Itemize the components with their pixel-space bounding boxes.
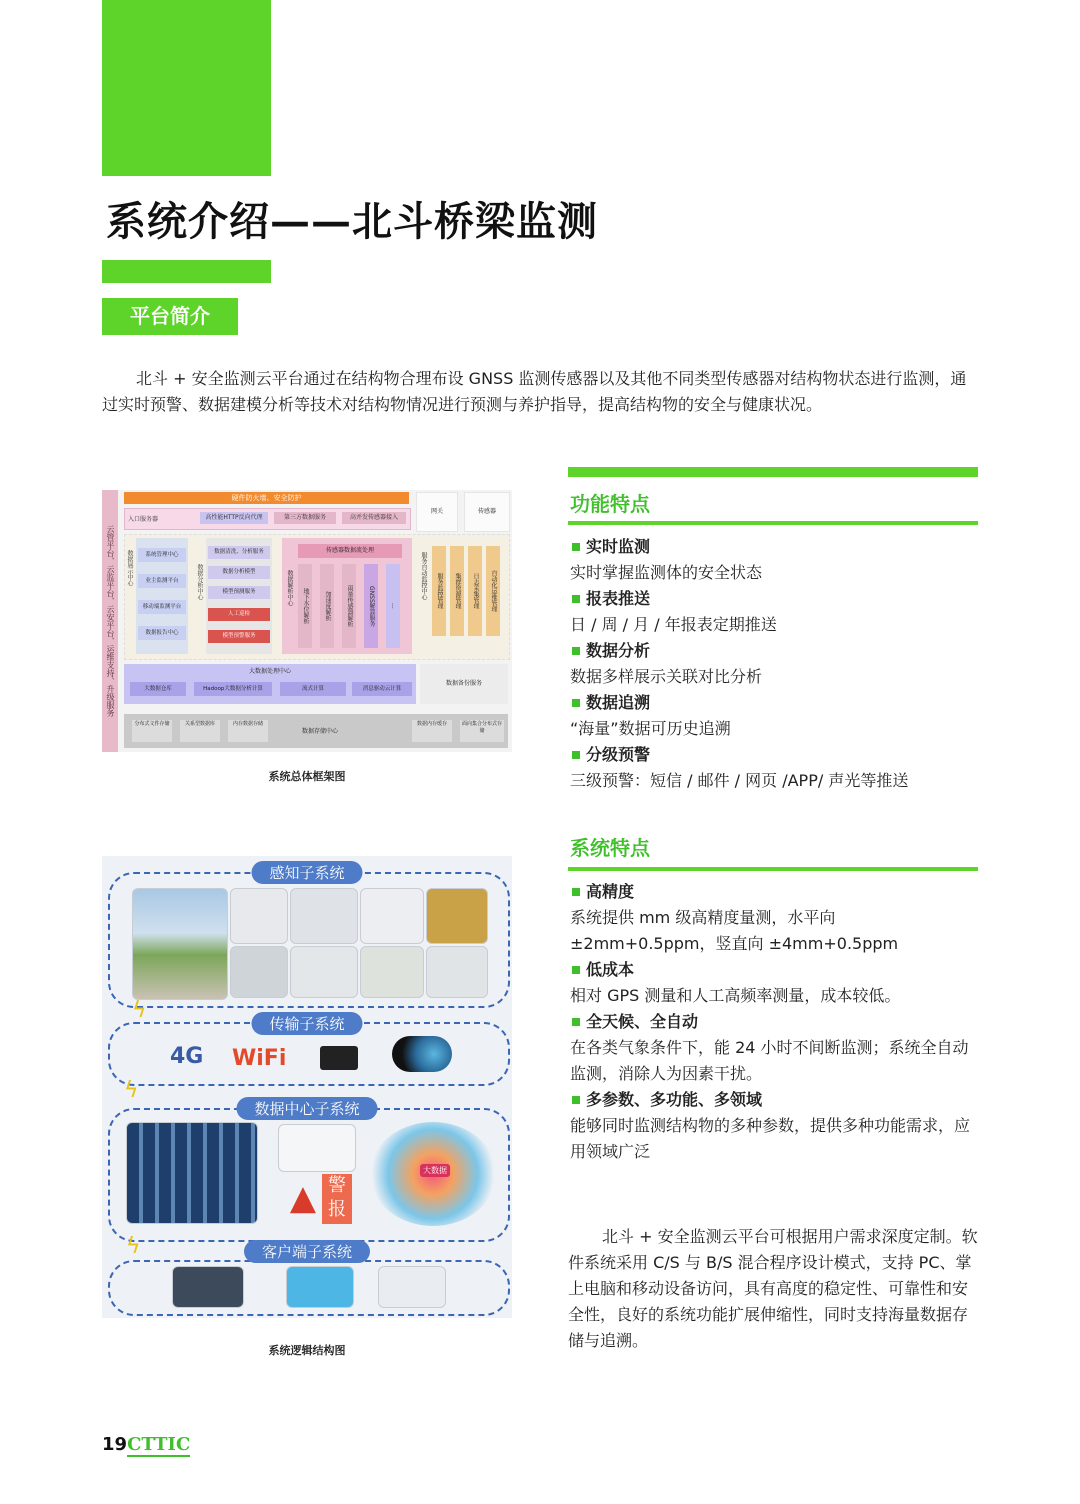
outro-paragraph <box>568 1224 983 1354</box>
fig1-col-c-item: ... <box>386 564 400 648</box>
system-title: 多参数、多功能、多领域 <box>586 1090 763 1109</box>
bigdata-tag: 大数据 <box>420 1164 450 1177</box>
page-title: 系统介绍——北斗桥梁监测 <box>106 198 598 245</box>
transmission-subsystem-label: 传输子系统 <box>251 1012 362 1035</box>
feature-desc: 三级预警：短信 / 邮件 / 网页 /APP/ 声光等推送 <box>570 771 909 790</box>
fig1-sensor: 传感器 <box>464 492 510 532</box>
intro-paragraph <box>102 366 982 418</box>
bullet-square-icon <box>572 966 580 974</box>
lightning-icon: ϟ <box>126 1234 141 1259</box>
fig1-storage-item: 面向集合分布式存储 <box>460 720 504 742</box>
intro-text: 北斗 + 安全监测云平台通过在结构物合理布设 GNSS 监测传感器以及其他不同类型传感器对结构物状态进行监测，通过实时预警、数据建模分析等技术对结构物情况进行预测与养护指导，提高结构物的安全与健康状况。 <box>102 369 967 414</box>
page-number: 19 <box>102 1434 128 1455</box>
bullet-square-icon <box>572 595 580 603</box>
fig1-row1-item: 入口服务器 <box>128 516 159 523</box>
feature-item <box>570 586 990 638</box>
fig1-col-d-item: 自动化运维管理 <box>486 546 500 636</box>
page-footer <box>102 1434 190 1455</box>
gnss-receiver-photo <box>426 888 488 944</box>
system-divider <box>568 867 978 871</box>
fig1-bigdata-item: 大数据仓库 <box>130 682 186 696</box>
feature-title: 数据追溯 <box>586 693 651 712</box>
mobile-devices-photo <box>378 1266 446 1308</box>
feature-title: 实时监测 <box>586 537 651 556</box>
features-top-bar <box>568 467 978 477</box>
fig1-storage-item: 数据内存缓存 <box>412 720 452 742</box>
fig1-col-c-item: GNSS解算服务 <box>364 564 378 648</box>
figure1-caption: 系统总体框架图 <box>268 770 346 783</box>
router-icon <box>320 1046 358 1070</box>
feature-item <box>570 534 990 586</box>
system-item <box>570 1009 980 1087</box>
sensing-subsystem-label: 感知子系统 <box>251 861 362 884</box>
system-title: 高精度 <box>586 882 635 901</box>
feature-title: 报表推送 <box>586 589 651 608</box>
fig1-col-b-item: 数据清洗、分析服务 <box>208 546 270 559</box>
lightning-icon: ϟ <box>124 1078 139 1103</box>
feature-item <box>570 742 990 794</box>
fig1-bigdata-item: 流式计算 <box>280 682 346 696</box>
feature-desc: 数据多样展示关联对比分析 <box>570 667 763 686</box>
fig1-gateway: 网关 <box>416 492 458 532</box>
features-divider <box>568 521 978 525</box>
client-subsystem-label: 客户端子系统 <box>244 1240 370 1263</box>
system-title: 低成本 <box>586 960 635 979</box>
control-room-photo <box>172 1266 244 1308</box>
fig1-col-a-item: 数据报告中心 <box>138 626 186 640</box>
feature-desc: 实时掌握监测体的安全状态 <box>570 563 763 582</box>
fig1-bigdata-item: 消息驱动云计算 <box>352 682 412 696</box>
alert-char: 警 <box>328 1175 346 1196</box>
system-heading: 系统特点 <box>570 836 650 860</box>
figure2-caption: 系统逻辑结构图 <box>268 1344 346 1357</box>
fig1-col-b-item: 模型预警服务 <box>208 630 270 643</box>
fig1-col-b-item: 人工巡检 <box>208 608 270 621</box>
fig1-row1-item: 第三方数据服务 <box>274 512 336 524</box>
fig1-col-a-item: 系统管理中心 <box>138 548 186 562</box>
bullet-square-icon <box>572 888 580 896</box>
fig1-top-banner: 硬件防火墙、安全防护 <box>124 492 409 504</box>
system-title: 全天候、全自动 <box>586 1012 699 1031</box>
fig1-col-d-item: 服务监控管理 <box>432 546 446 636</box>
probe-photo <box>290 946 358 998</box>
features-heading: 功能特点 <box>570 492 650 516</box>
fig1-side-label: 云管平台、云监平台、云安平台、运维支持、升级服务 <box>102 490 118 752</box>
bullet-square-icon <box>572 647 580 655</box>
system-desc: 相对 GPS 测量和人工高频率测量，成本较低。 <box>570 986 901 1005</box>
bullet-square-icon <box>572 1096 580 1104</box>
system-list <box>570 879 980 1165</box>
datacenter-subsystem-label: 数据中心子系统 <box>236 1097 377 1120</box>
fig1-col-c-item: 加速度解析 <box>320 564 334 648</box>
anemometer-photo <box>360 888 424 944</box>
system-desc: 在各类气象条件下，能 24 小时不间断监测；系统全自动监测，消除人为因素干扰。 <box>570 1038 969 1083</box>
cylinder-sensor-photo <box>426 946 488 998</box>
bullet-square-icon <box>572 1018 580 1026</box>
fig1-storage-title: 数据存储中心 <box>302 728 339 735</box>
brand-logo: CTTIC <box>127 1434 191 1455</box>
charts-dashboard-photo <box>278 1124 356 1172</box>
system-item <box>570 1087 980 1165</box>
fig1-storage-item: 内存数据存储 <box>228 720 268 742</box>
fig1-col-c-label: 数据解析中心 <box>286 570 293 606</box>
bullet-square-icon <box>572 699 580 707</box>
system-item <box>570 879 980 957</box>
bullet-square-icon <box>572 751 580 759</box>
solar-station-photo <box>132 888 228 1000</box>
fig1-col-a-label: 数据展示中心 <box>126 550 133 586</box>
rod-sensors-photo <box>360 946 424 998</box>
fig1-col-c-item: 地下水位解析 <box>298 564 312 648</box>
feature-item <box>570 638 990 690</box>
fig1-storage-item: 关系型数据库 <box>180 720 220 742</box>
lightning-icon: ϟ <box>132 998 147 1023</box>
feature-title: 分级预警 <box>586 745 651 764</box>
server-room-photo <box>126 1122 258 1224</box>
alert-box <box>322 1174 352 1224</box>
title-underline-bar <box>102 260 271 283</box>
fig1-col-a-item: 移动端监测平台 <box>138 600 186 614</box>
plate-sensor-photo <box>230 946 288 998</box>
desktop-monitor-photo <box>286 1266 354 1308</box>
fig1-col-c-title: 传感器数据流处理 <box>298 544 402 558</box>
architecture-diagram <box>102 490 512 752</box>
feature-title: 数据分析 <box>586 641 651 660</box>
logic-structure-diagram <box>102 856 512 1318</box>
4g-icon: 4G <box>170 1044 204 1069</box>
fig1-row1-item: 高并发传感器接入 <box>342 512 406 524</box>
feature-desc: “海量”数据可历史追溯 <box>570 719 731 738</box>
fig1-col-b-label: 数据分析中心 <box>196 564 203 600</box>
fig1-col-d-item: 日志采集管理 <box>468 546 482 636</box>
wifi-icon: WiFi <box>232 1046 287 1071</box>
camera-photo <box>230 888 288 944</box>
fig1-col-c-item: 雨量传感器解析 <box>342 564 356 648</box>
fig1-bigdata-title: 大数据处理中心 <box>248 668 291 675</box>
fig1-col-b-item: 数据分析模型 <box>208 566 270 579</box>
fig1-backup: 数据备份服务 <box>420 664 508 704</box>
fig1-col-a-item: 业主监测平台 <box>138 574 186 588</box>
fiber-cable-icon <box>392 1036 452 1072</box>
alert-char: 报 <box>328 1199 346 1220</box>
system-desc: 系统提供 mm 级高精度量测，水平向 ±2mm+0.5ppm，竖直向 ±4mm+0.5ppm <box>570 908 899 953</box>
header-green-block <box>102 0 271 176</box>
outro-text: 北斗 + 安全监测云平台可根据用户需求深度定制。软件系统采用 C/S 与 B/S 混合程序设计模式，支持 PC、掌上电脑和移动设备访问，具有高度的稳定性、可靠性和安全性，良好的系统功能扩展伸缩性，同时支持海量数据存储与追溯。 <box>568 1227 978 1350</box>
features-list <box>570 534 990 794</box>
system-item <box>570 957 980 1009</box>
system-desc: 能够同时监测结构物的多种参数，提供多种功能需求，应用领域广泛 <box>570 1116 971 1161</box>
section-tag: 平台简介 <box>102 298 238 335</box>
feature-item <box>570 690 990 742</box>
fig1-storage-item: 分布式文件存储 <box>132 720 172 742</box>
fig1-col-b-item: 模型预测服务 <box>208 586 270 599</box>
fig1-col-d-label: 服务自动监控中心 <box>420 552 427 600</box>
fig1-bigdata-item: Hadoop大数据分析计算 <box>194 682 272 696</box>
fig1-row1-item: 高性能HTTP反向代理 <box>200 512 268 524</box>
fig1-col-d-item: 集群资源管理 <box>450 546 464 636</box>
bullet-square-icon <box>572 543 580 551</box>
feature-desc: 日 / 周 / 月 / 年报表定期推送 <box>570 615 777 634</box>
cable-sensor-photo <box>290 888 358 944</box>
alert-triangle-icon: ▲ <box>289 1178 317 1218</box>
